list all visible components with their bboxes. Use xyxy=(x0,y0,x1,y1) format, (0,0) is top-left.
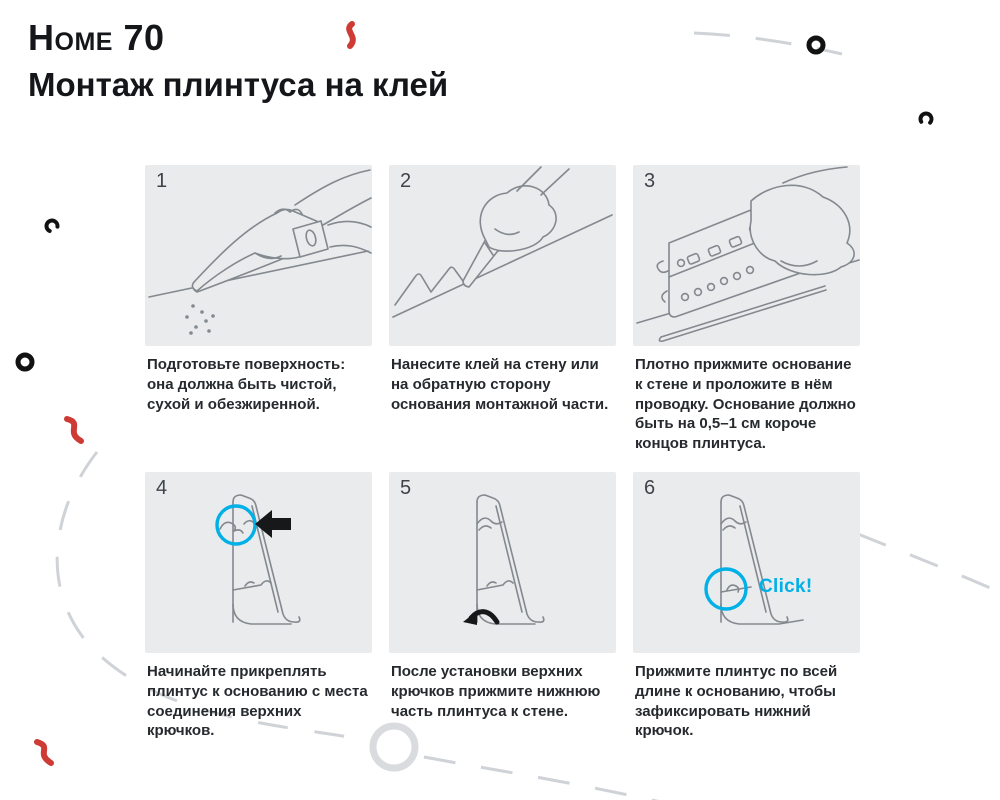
red-squiggle-bottom-left xyxy=(37,742,51,763)
step-3-panel xyxy=(633,165,860,346)
header xyxy=(28,16,448,105)
step-1-panel xyxy=(145,165,372,346)
step-number: 6 xyxy=(644,477,656,499)
dashed-curve-right xyxy=(858,534,1000,595)
step-4-panel xyxy=(145,472,372,653)
red-squiggle-left xyxy=(67,419,81,441)
step-2 xyxy=(389,165,616,414)
step-3 xyxy=(633,165,860,454)
step-2-panel xyxy=(389,165,616,346)
step-6-panel xyxy=(633,472,860,653)
step-6 xyxy=(633,472,860,741)
comma-mark-right xyxy=(918,111,933,126)
click-label: Click! xyxy=(759,576,813,597)
step-5-panel xyxy=(389,472,616,653)
step-number: 3 xyxy=(644,170,656,192)
plinth-press-bottom-illustration xyxy=(389,472,616,653)
plinth-click-lock-illustration xyxy=(633,472,860,653)
glue-application-illustration xyxy=(389,165,616,346)
step-caption: После установки верхних крючков прижмите нижнюю часть плинтуса к стене. xyxy=(391,663,601,720)
ring-circle xyxy=(373,726,415,768)
debris-dots xyxy=(185,304,215,335)
page-title: Монтаж плинтуса на клей xyxy=(28,66,449,104)
vacuum-cleaning-illustration xyxy=(145,165,372,346)
step-4 xyxy=(145,472,372,741)
dashed-curve-bottom xyxy=(424,757,700,800)
step-caption: Начинайте прикреплять плинтус к основанию с места соединения верхних крючков. xyxy=(147,663,368,740)
plinth-attach-start-illustration xyxy=(145,472,372,653)
mounting-base-illustration xyxy=(633,165,860,346)
press-curved-arrowhead xyxy=(463,611,477,625)
press-arrow xyxy=(255,510,291,538)
comma-mark-left xyxy=(45,219,60,234)
step-number: 4 xyxy=(156,477,168,499)
step-number: 2 xyxy=(400,170,412,192)
product-name: Home 70 xyxy=(28,17,165,58)
step-caption: Прижмите плинтус по всей длине к основанию, чтобы зафиксировать нижний крючок. xyxy=(635,663,838,740)
step-caption: Подготовьте поверхность: она должна быть чистой, сухой и обезжиренной. xyxy=(147,356,346,413)
step-caption: Плотно прижмите основание к стене и проложите в нём проводку. Основание должно быть на 0,5–1 см короче концов плинтуса. xyxy=(635,356,856,453)
donut-dot-top-right xyxy=(809,38,823,52)
step-1 xyxy=(145,165,372,414)
dashed-curve-top-right xyxy=(694,33,842,54)
donut-dot-left xyxy=(18,355,32,369)
step-number: 5 xyxy=(400,477,412,499)
step-caption: Нанесите клей на стену или на обратную сторону основания монтажной части. xyxy=(391,356,609,413)
step-number: 1 xyxy=(156,170,168,192)
step-5 xyxy=(389,472,616,721)
